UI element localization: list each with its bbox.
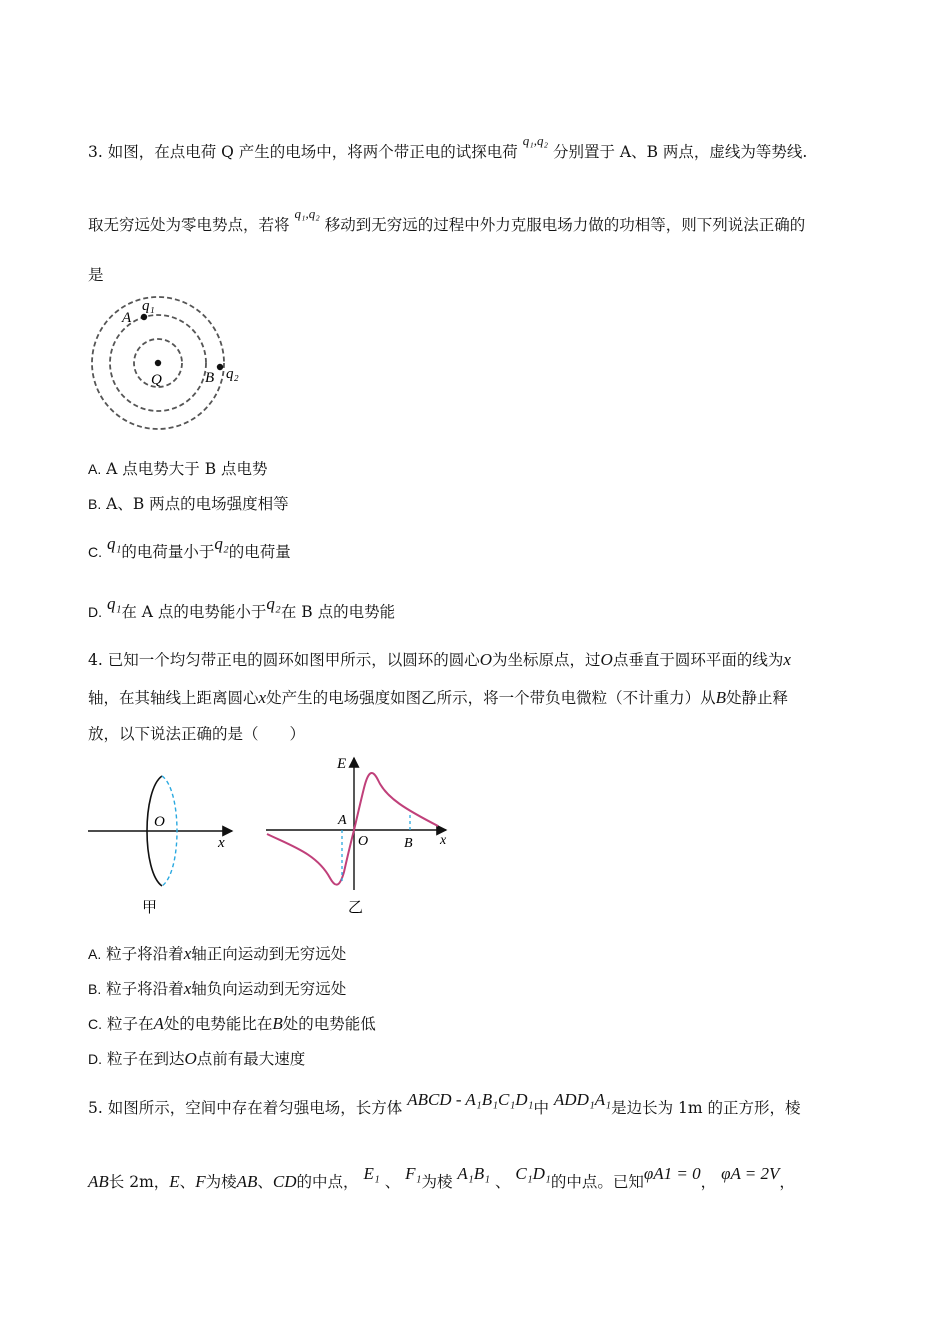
option-text: 在 A 点的电势能小于 xyxy=(121,603,267,621)
q5-text: 的中点。已知 xyxy=(550,1173,644,1191)
symbol-F: F xyxy=(195,1172,206,1191)
q3-stem-part-2: 分别置于 A、B 两点，虚线为等势线. xyxy=(552,143,808,161)
q4-text: 放，以下说法正确的是（ ） xyxy=(88,725,306,743)
symbol-A1B1: A₁B₁ xyxy=(457,1164,490,1183)
option-text: A 点电势大于 B 点电势 xyxy=(106,460,268,478)
point-A-dot xyxy=(141,314,147,320)
q4-line-3 xyxy=(88,724,305,744)
option-letter: A. xyxy=(88,946,102,962)
q4-text: 处产生的电场强度如图乙所示，将一个带负电微粒（不计重力）从 xyxy=(266,689,716,707)
option-text: A、B 两点的电场强度相等 xyxy=(106,495,289,513)
option-letter: D. xyxy=(88,604,102,620)
label-O-ring: O xyxy=(154,814,165,830)
option-text: 粒子将沿着 xyxy=(106,980,184,998)
label-A: A xyxy=(122,310,132,326)
q3-line-2 xyxy=(88,206,806,236)
q3-option-D xyxy=(88,594,396,622)
q5-text: 中 xyxy=(533,1099,549,1117)
q3-option-C xyxy=(88,534,291,562)
symbol-x: x xyxy=(183,979,192,998)
q3-equipotential-figure xyxy=(88,292,258,437)
q4-number: 4. xyxy=(88,651,103,669)
symbol-CD: CD xyxy=(272,1172,297,1191)
label-B: B xyxy=(205,370,215,386)
label-x-graph: x xyxy=(440,833,447,848)
separator: ， xyxy=(700,1173,717,1191)
q1-symbol: q₁ xyxy=(106,534,122,553)
option-text-end: 轴负向运动到无穷远处 xyxy=(191,980,347,998)
q4-option-A xyxy=(88,944,346,964)
q5-text: 为棱 xyxy=(421,1173,453,1191)
q5-text: 的中点， xyxy=(296,1173,359,1191)
q4-line-1 xyxy=(88,650,791,670)
option-text-end: 处的电势能低 xyxy=(282,1015,376,1033)
symbol-O: O xyxy=(479,650,493,669)
potential-A: φA = 2V xyxy=(721,1164,780,1183)
option-text: 粒子将沿着 xyxy=(106,945,184,963)
option-letter: A. xyxy=(88,461,102,477)
q5-line-1 xyxy=(88,1090,801,1118)
separator: 、 xyxy=(384,1173,401,1191)
q3-stem-part-3: 取无穷远处为零电势点，若将 xyxy=(88,216,290,234)
q4-text: 已知一个均匀带正电的圆环如图甲所示，以圆环的圆心 xyxy=(107,651,480,669)
separator: 、 xyxy=(257,1173,273,1191)
option-letter: C. xyxy=(88,1016,102,1032)
q2-symbol: q₂ xyxy=(214,534,229,553)
label-O-graph: O xyxy=(358,834,369,849)
symbol-O: O xyxy=(184,1049,197,1068)
symbol-AB: AB xyxy=(236,1172,258,1191)
q5-number: 5. xyxy=(88,1099,103,1117)
symbol-B: B xyxy=(715,688,726,707)
separator: 、 xyxy=(179,1173,196,1191)
symbol-x: x xyxy=(783,650,791,669)
q4-option-D xyxy=(88,1049,305,1069)
symbol-F1: F₁ xyxy=(405,1164,422,1183)
q4-text: 为坐标原点，过 xyxy=(492,651,601,669)
q4-ring-figure xyxy=(86,770,246,920)
q4-field-graph xyxy=(262,750,462,920)
symbol-x: x xyxy=(258,688,267,707)
q5-line-2 xyxy=(88,1164,795,1192)
q4-text: 轴，在其轴线上距离圆心 xyxy=(88,689,259,707)
q3-charges-label: q₁,q₂ xyxy=(522,133,549,148)
q1-symbol: q₁ xyxy=(106,594,122,613)
cuboid-label: ABCD - A₁B₁C₁D₁ xyxy=(407,1090,534,1109)
label-Q: Q xyxy=(151,372,162,388)
separator: 、 xyxy=(494,1173,511,1191)
charge-Q-dot xyxy=(155,360,161,366)
q3-line-3 xyxy=(88,265,104,285)
option-letter: C. xyxy=(88,544,102,560)
option-text-end: 轴正向运动到无穷远处 xyxy=(191,945,347,963)
option-text-end: 的电荷量 xyxy=(228,543,291,561)
symbol-C1D1: C₁D₁ xyxy=(515,1164,551,1183)
option-text: 粒子在 xyxy=(106,1015,154,1033)
q5-text: 是边长为 1m 的正方形，棱 xyxy=(611,1099,801,1117)
q4-line-2 xyxy=(88,688,788,708)
symbol-x: x xyxy=(183,944,192,963)
q3-option-A xyxy=(88,459,268,479)
label-x-ring: x xyxy=(218,835,225,851)
q5-text: 长 2m， xyxy=(108,1173,170,1191)
symbol-AB: AB xyxy=(88,1172,109,1191)
field-curve xyxy=(267,773,438,885)
caption-yi: 乙 xyxy=(348,900,364,916)
symbol-E1: E₁ xyxy=(363,1164,380,1183)
point-B-dot xyxy=(217,364,223,370)
q3-stem-part-1: 如图，在点电荷 Q 产生的电场中，将两个带正电的试探电荷 xyxy=(107,143,518,161)
option-text: 处的电势能比在 xyxy=(163,1015,273,1033)
q3-line-1 xyxy=(88,133,808,163)
option-text-end: 在 B 点的电势能 xyxy=(280,603,396,621)
q5-text: 为棱 xyxy=(205,1173,237,1191)
q3-number: 3. xyxy=(88,143,103,161)
label-E: E xyxy=(337,756,347,772)
q3-stem-part-5: 是 xyxy=(88,266,104,284)
q3-charges-label-2: q₁,q₂ xyxy=(294,206,320,221)
symbol-B: B xyxy=(272,1014,283,1033)
symbol-A: A xyxy=(153,1014,164,1033)
q3-option-B xyxy=(88,494,289,514)
option-letter: D. xyxy=(88,1051,102,1067)
q4-option-B xyxy=(88,979,346,999)
separator: ， xyxy=(779,1173,795,1191)
label-q1: q₁ xyxy=(142,298,155,314)
face-label: ADD₁A₁ xyxy=(553,1090,612,1109)
q4-text: 处静止释 xyxy=(725,689,788,707)
q4-text: 点垂直于圆环平面的线为 xyxy=(612,651,784,669)
label-B-graph: B xyxy=(404,836,413,851)
option-letter: B. xyxy=(88,981,102,997)
q3-stem-part-4: 移动到无穷远的过程中外力克服电场力做的功相等，则下列说法正确的 xyxy=(324,216,806,234)
q4-option-C xyxy=(88,1014,376,1034)
symbol-E: E xyxy=(169,1172,180,1191)
option-text: 粒子在到达 xyxy=(106,1050,185,1068)
potential-A1: φA1 = 0 xyxy=(643,1164,701,1183)
label-q2: q₂ xyxy=(226,366,239,382)
q2-symbol: q₂ xyxy=(266,594,281,613)
caption-jia: 甲 xyxy=(142,900,158,916)
option-text-end: 点前有最大速度 xyxy=(196,1050,306,1068)
label-A-graph: A xyxy=(338,813,347,828)
option-text: 的电荷量小于 xyxy=(121,543,215,561)
option-letter: B. xyxy=(88,496,102,512)
symbol-O: O xyxy=(600,650,613,669)
q5-text: 如图所示，空间中存在着匀强电场，长方体 xyxy=(107,1099,403,1117)
